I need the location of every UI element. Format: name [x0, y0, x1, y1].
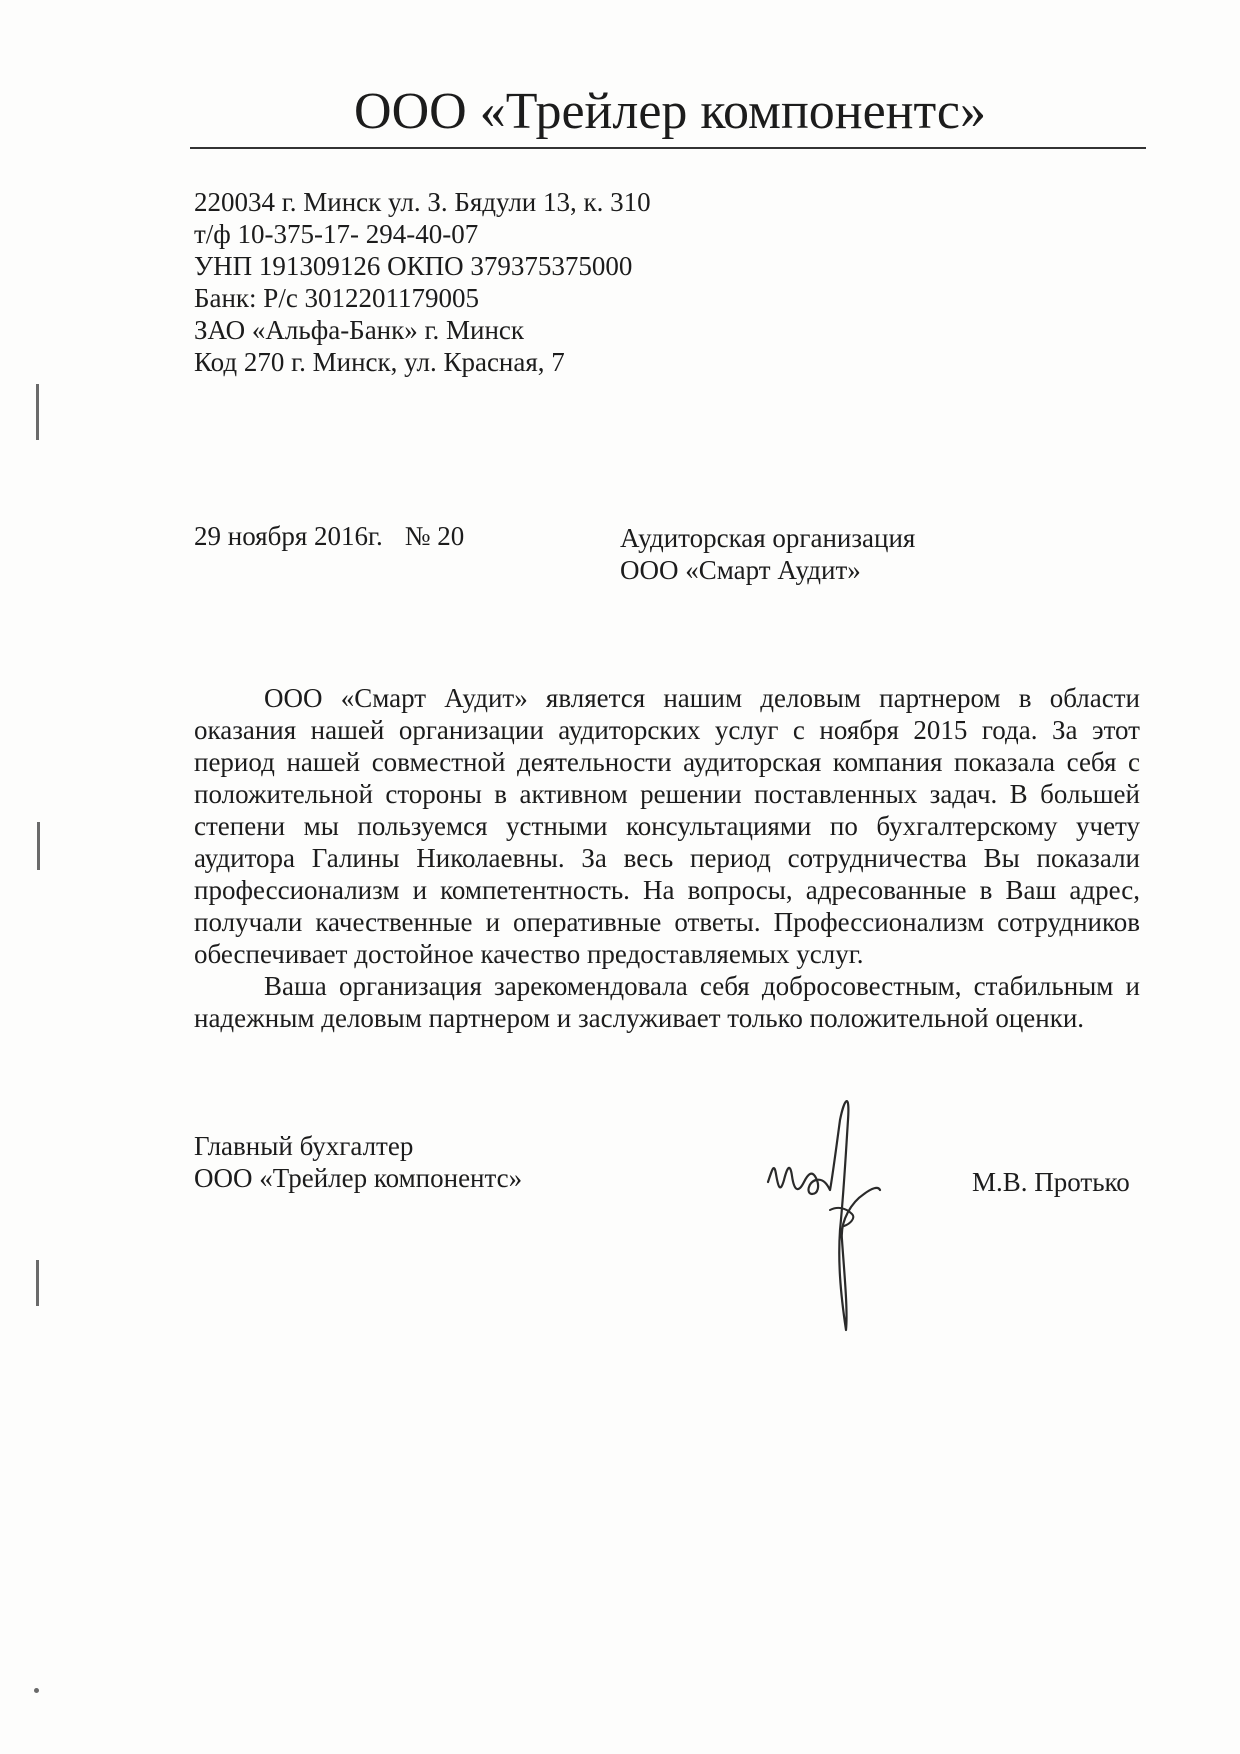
address-line: 220034 г. Минск ул. З. Бядули 13, к. 310: [194, 187, 651, 217]
letter-date-number: [194, 520, 464, 552]
bank-code-line: Код 270 г. Минск, ул. Красная, 7: [194, 347, 565, 377]
phone-fax-line: т/ф 10-375-17- 294-40-07: [194, 219, 479, 249]
handwritten-signature: [760, 1090, 910, 1350]
letterhead-divider: [190, 147, 1146, 149]
company-address-block: [194, 186, 651, 378]
signatory-title: Главный бухгалтер: [194, 1131, 414, 1161]
scan-mark: [36, 1260, 39, 1306]
body-paragraph: ООО «Смарт Аудит» является нашим деловым партнером в области оказания нашей организации аудиторских услуг с ноября 2015 года. За этот период нашей совместной деятельности аудиторская компания показала себя с положительной стороны в активном решении поставленных задач. В большей степени мы пользуемся устными консультациями по бухгалтерскому учету аудитора Галины Николаевны. За весь период сотрудничества Вы показали профессионализм и компетентность. На вопросы, адресованные в Ваш адрес, получали качественные и оперативные ответы. Профессионализм сотрудников обеспечивает достойное качество предоставляемых услуг.: [194, 683, 1140, 969]
scan-mark: [34, 1688, 39, 1693]
signatory-company: ООО «Трейлер компонентс»: [194, 1163, 523, 1193]
bank-account-line: Банк: Р/с 3012201179005: [194, 283, 480, 313]
letter-body: [194, 682, 1140, 1034]
signatory-name: М.В. Протько: [972, 1167, 1130, 1197]
recipient-type: Аудиторская организация: [620, 523, 916, 553]
letter-number: № 20: [404, 521, 465, 551]
bank-name-line: ЗАО «Альфа-Банк» г. Минск: [194, 315, 525, 345]
letter-date: 29 ноября 2016г.: [194, 521, 383, 551]
recipient-block: [620, 522, 915, 586]
letterhead-company-name: ООО «Трейлер компонентс»: [354, 83, 986, 140]
scan-mark: [36, 384, 39, 440]
signatory-position: [194, 1130, 522, 1194]
recipient-name: ООО «Смарт Аудит»: [620, 555, 861, 585]
body-paragraph: Ваша организация зарекомендовала себя добросовестным, стабильным и надежным деловым партнером и заслуживает только положительной оценки.: [194, 971, 1140, 1033]
registration-codes-line: УНП 191309126 ОКПО 379375375000: [194, 251, 633, 281]
scan-mark: [37, 822, 40, 870]
